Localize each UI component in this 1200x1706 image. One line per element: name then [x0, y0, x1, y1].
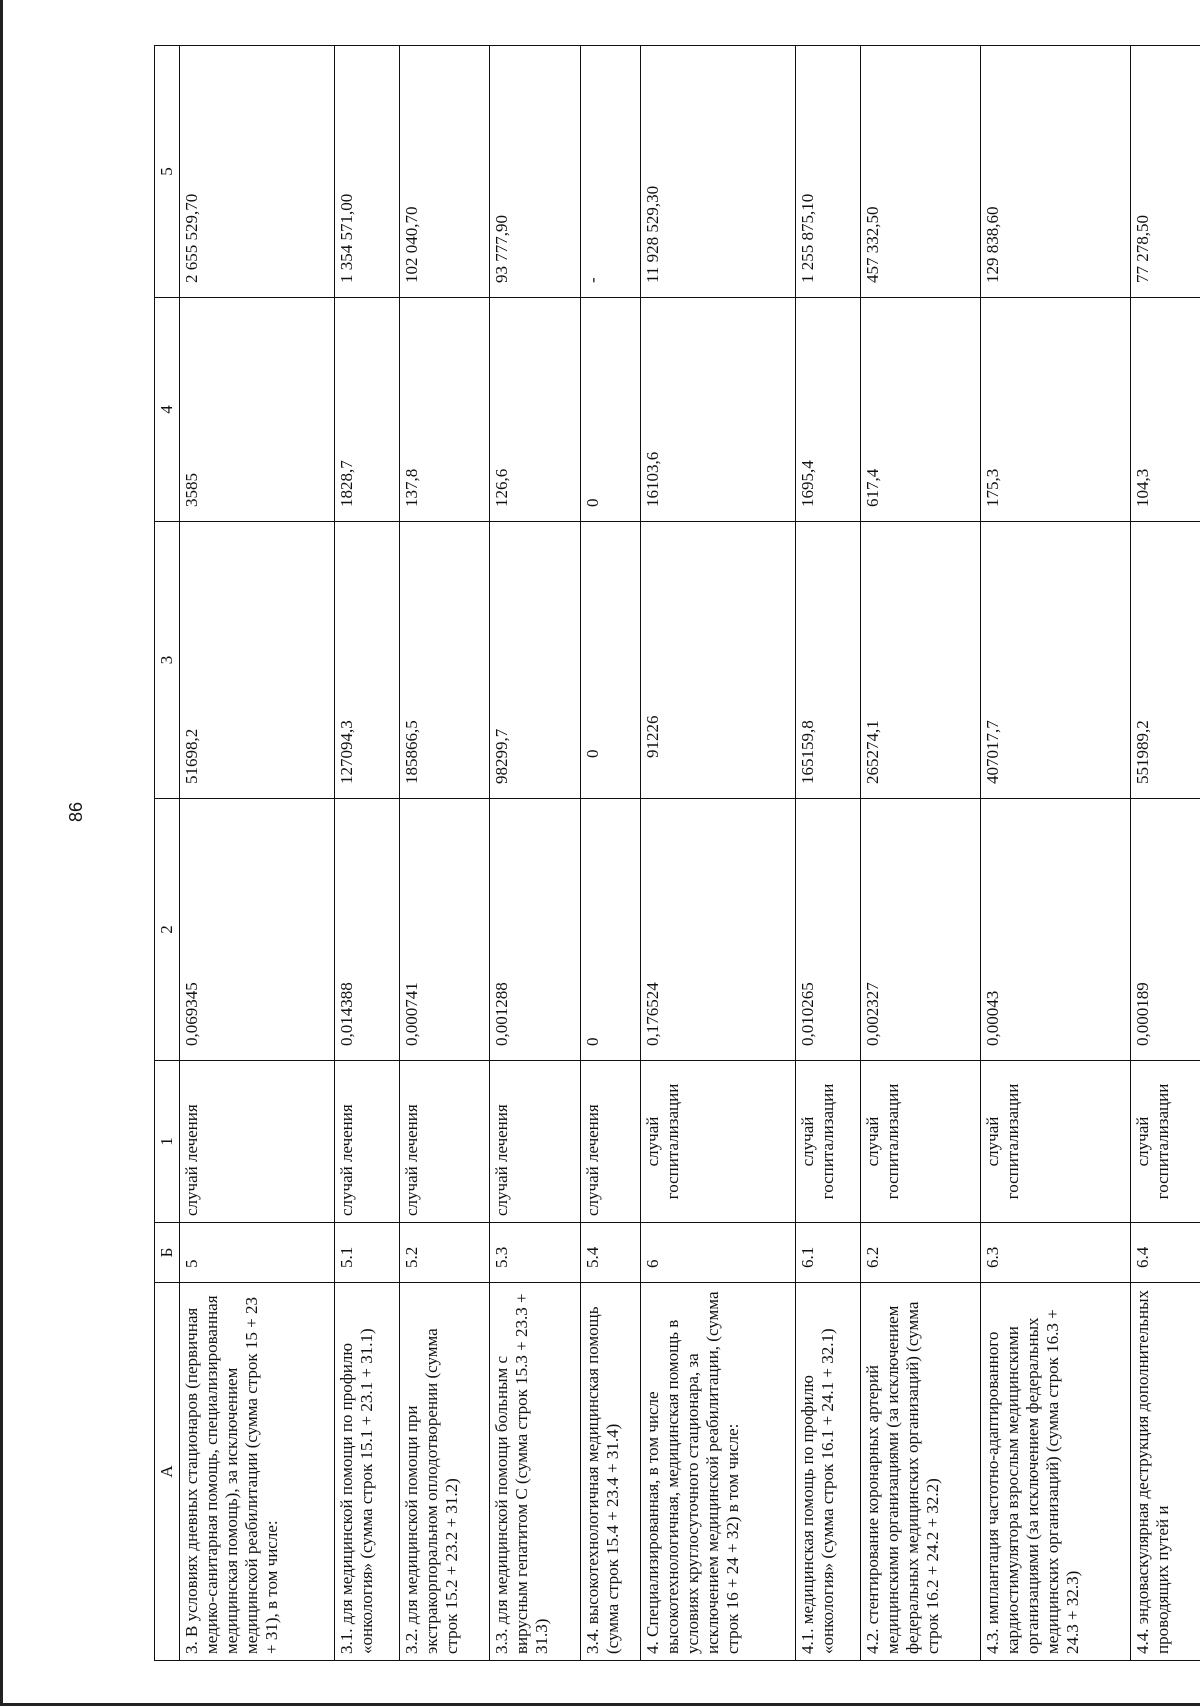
cell-total: 1 255 875,10: [795, 46, 860, 298]
cell-per-capita: 0: [580, 298, 640, 522]
cell-row-code: 5.3: [490, 1223, 580, 1283]
header-cell: 1: [155, 1061, 180, 1223]
cell-total: 2 655 529,70: [180, 46, 335, 298]
cell-unit: случай госпитализации: [1131, 1061, 1200, 1223]
cell-row-code: 6.3: [981, 1223, 1131, 1283]
cell-per-capita: 104,3: [1131, 298, 1200, 522]
cell-total: 102 040,70: [400, 46, 490, 298]
cell-cost: 51698,2: [180, 522, 335, 799]
header-cell: 2: [155, 799, 180, 1061]
cell-norm: 0,010265: [795, 799, 860, 1061]
cell-per-capita: 617,4: [860, 298, 980, 522]
cell-total: 11 928 529,30: [640, 46, 795, 298]
header-cell: Б: [155, 1223, 180, 1283]
cell-unit: случай госпитализации: [860, 1061, 980, 1223]
cell-description: 3.4. высокотехнологичная медицинская помощь (сумма строк 15.4 + 23.4 + 31.4): [580, 1283, 640, 1661]
cell-total: 1 354 571,00: [335, 46, 400, 298]
table-row: [981, 46, 1131, 1661]
cell-norm: 0,014388: [335, 799, 400, 1061]
header-cell: 4: [155, 298, 180, 522]
cell-unit: случай лечения: [400, 1061, 490, 1223]
table-row: [860, 46, 980, 1661]
cell-row-code: 6.4: [1131, 1223, 1200, 1283]
cell-per-capita: 1695,4: [795, 298, 860, 522]
header-cell: А: [155, 1283, 180, 1661]
cell-norm: 0: [580, 799, 640, 1061]
page-edge-left: [0, 0, 3, 1706]
cell-total: 457 332,50: [860, 46, 980, 298]
cell-description: 4. Специализированная, в том числе высокотехнологичная, медицинская помощь в условиях круглосуточного стационара, за исключением медицинской реабилитации, (сумма строк 16 + 24 + 32) в том числе:: [640, 1283, 795, 1661]
table-row: [490, 46, 580, 1661]
cell-unit: случай лечения: [180, 1061, 335, 1223]
cell-total: 93 777,90: [490, 46, 580, 298]
cell-per-capita: 137,8: [400, 298, 490, 522]
header-cell: 3: [155, 522, 180, 799]
cell-description: 3. В условиях дневных стационаров (первичная медико-санитарная помощь, специализированная медицинская помощь), за исключением медицинской реабилитации (сумма строк 15 + 23 + 31), в том числе:: [180, 1283, 335, 1661]
cell-total: -: [580, 46, 640, 298]
table-row: [1131, 46, 1200, 1661]
cell-description: 3.1. для медицинской помощи по профилю «онкология» (сумма строк 15.1 + 23.1 + 31.1): [335, 1283, 400, 1661]
cell-unit: случай госпитализации: [981, 1061, 1131, 1223]
cell-cost: 185866,5: [400, 522, 490, 799]
table-row: [640, 46, 795, 1661]
cell-norm: 0,069345: [180, 799, 335, 1061]
cell-unit: случай госпитализации: [640, 1061, 795, 1223]
cell-cost: 165159,8: [795, 522, 860, 799]
cell-row-code: 6: [640, 1223, 795, 1283]
cell-per-capita: 3585: [180, 298, 335, 522]
cell-norm: 0,00043: [981, 799, 1131, 1061]
cell-row-code: 6.2: [860, 1223, 980, 1283]
cell-row-code: 5: [180, 1223, 335, 1283]
header-cell: 5: [155, 46, 180, 298]
table-row: [335, 46, 400, 1661]
cell-cost: 265274,1: [860, 522, 980, 799]
cell-description: 3.3. для медицинской помощи больным с вирусным гепатитом С (сумма строк 15.3 + 23.3 + 31.3): [490, 1283, 580, 1661]
cell-row-code: 5.1: [335, 1223, 400, 1283]
cell-unit: случай лечения: [580, 1061, 640, 1223]
cell-row-code: 5.4: [580, 1223, 640, 1283]
cell-cost: 551989,2: [1131, 522, 1200, 799]
rotated-table-container: [154, 46, 1200, 1661]
cell-per-capita: 1828,7: [335, 298, 400, 522]
cell-total: 77 278,50: [1131, 46, 1200, 298]
cell-description: 4.1. медицинская помощь по профилю «онкология» (сумма строк 16.1 + 24.1 + 32.1): [795, 1283, 860, 1661]
table-header-row: [155, 46, 180, 1661]
cell-description: 4.4. эндоваскулярная деструкция дополнительных проводящих путей и: [1131, 1283, 1200, 1661]
data-table: [154, 45, 1200, 1661]
page-number: 86: [66, 801, 86, 823]
cell-row-code: 5.2: [400, 1223, 490, 1283]
cell-total: 129 838,60: [981, 46, 1131, 298]
cell-unit: случай лечения: [490, 1061, 580, 1223]
cell-per-capita: 16103,6: [640, 298, 795, 522]
cell-cost: 91226: [640, 522, 795, 799]
cell-description: 3.2. для медицинской помощи при экстракорпоральном оплодотворении (сумма строк 15.2 + 23.2 + 31.2): [400, 1283, 490, 1661]
cell-per-capita: 175,3: [981, 298, 1131, 522]
cell-row-code: 6.1: [795, 1223, 860, 1283]
cell-unit: случай госпитализации: [795, 1061, 860, 1223]
table-row: [795, 46, 860, 1661]
cell-description: 4.2. стентирование коронарных артерий медицинскими организациями (за исключением федеральных медицинских организаций) (сумма строк 16.2 + 24.2 + 32.2): [860, 1283, 980, 1661]
cell-description: 4.3. имплантация частотно-адаптированного кардиостимулятора взрослым медицинскими организациями (за исключением федеральных медицинских организаций) (сумма строк 16.3 + 24.3 + 32.3): [981, 1283, 1131, 1661]
cell-per-capita: 126,6: [490, 298, 580, 522]
cell-norm: 0,002327: [860, 799, 980, 1061]
cell-norm: 0,000741: [400, 799, 490, 1061]
cell-cost: 127094,3: [335, 522, 400, 799]
cell-cost: 98299,7: [490, 522, 580, 799]
cell-norm: 0,176524: [640, 799, 795, 1061]
cell-cost: 407017,7: [981, 522, 1131, 799]
table-row: [400, 46, 490, 1661]
cell-norm: 0,000189: [1131, 799, 1200, 1061]
table-row: [180, 46, 335, 1661]
table-row: [580, 46, 640, 1661]
cell-unit: случай лечения: [335, 1061, 400, 1223]
cell-cost: 0: [580, 522, 640, 799]
cell-norm: 0,001288: [490, 799, 580, 1061]
